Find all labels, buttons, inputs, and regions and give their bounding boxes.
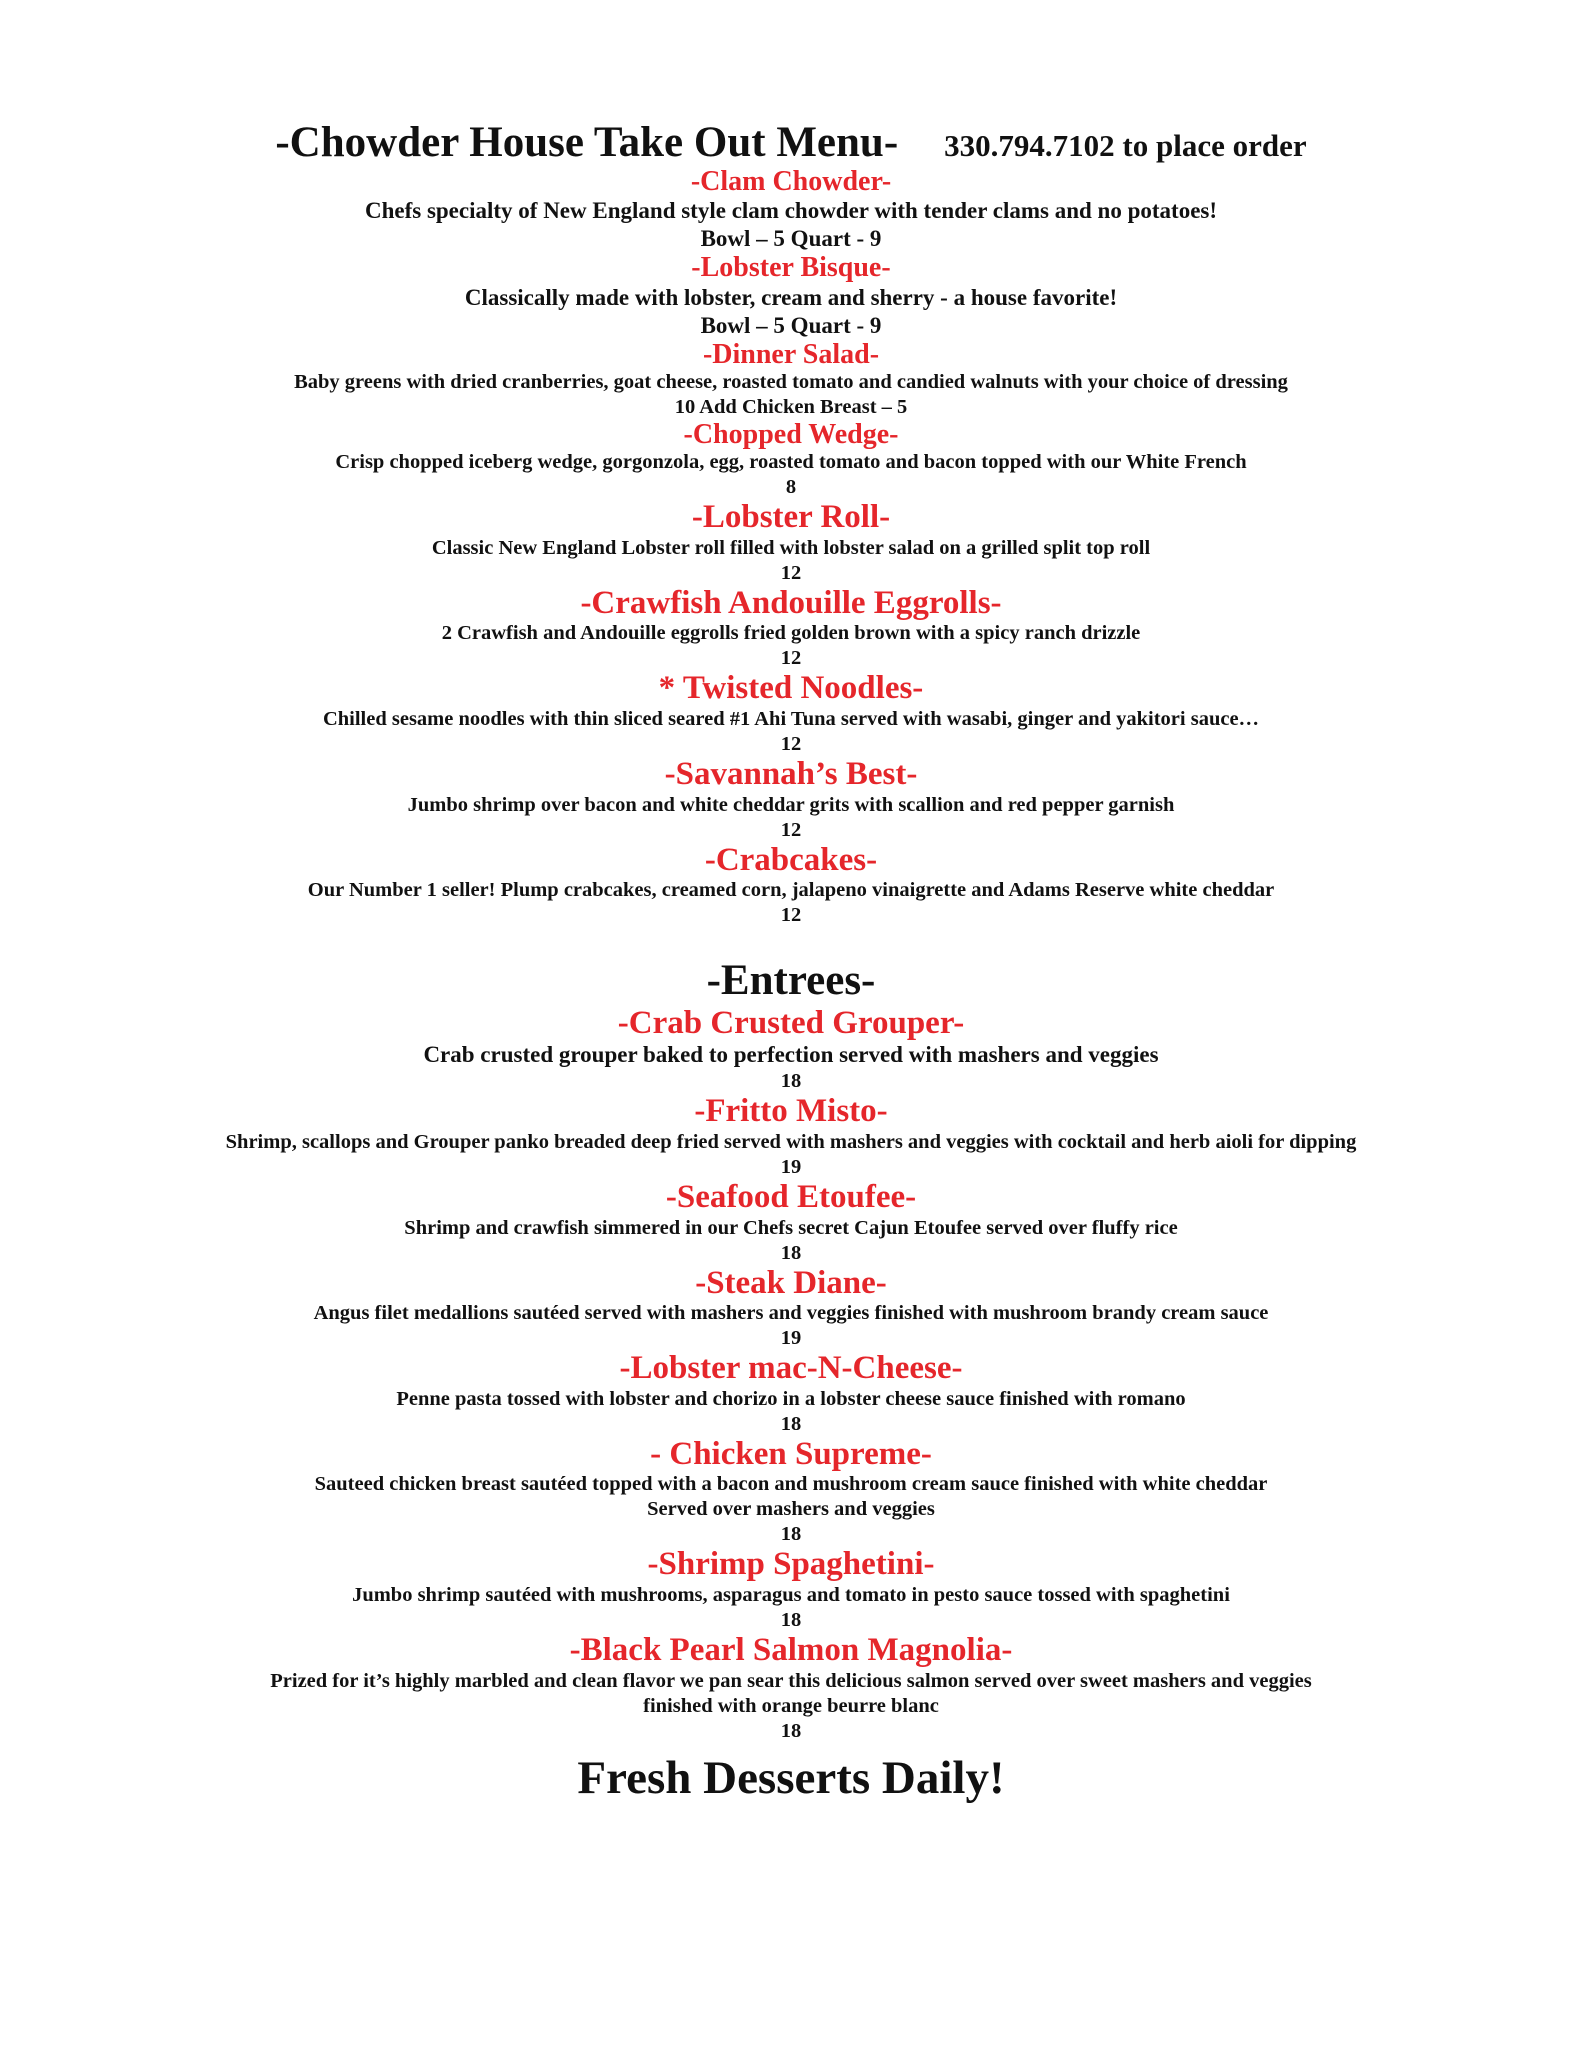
- item-description: Shrimp and crawfish simmered in our Chefs secret Cajun Etoufee served over fluffy rice: [404, 1216, 1178, 1239]
- entrees-heading: -Entrees-: [706, 957, 876, 1005]
- phone-number: 330.794.7102 to place order: [944, 128, 1307, 163]
- item-name: -Chopped Wedge-: [683, 418, 899, 450]
- item-name: - Chicken Supreme-: [650, 1435, 932, 1472]
- item-name: -Lobster Roll-: [691, 499, 891, 536]
- item-price: 19: [780, 1327, 802, 1350]
- item-description: Angus filet medallions sautéed served with mashers and veggies finished with mushroom brandy cream sauce: [313, 1302, 1269, 1325]
- item-description: Served over mashers and veggies: [647, 1498, 935, 1521]
- menu-item-savannahs-best: [0, 757, 1582, 843]
- menu-item-lobster-roll: [0, 500, 1582, 586]
- menu-title: -Chowder House Take Out Menu-: [275, 119, 899, 166]
- menu-item-steak-diane: [0, 1266, 1582, 1352]
- item-price: 12: [780, 561, 802, 584]
- item-price: 12: [780, 818, 802, 841]
- menu-item-chopped-wedge: [0, 420, 1582, 500]
- menu-item-black-pearl-salmon: [0, 1633, 1582, 1744]
- item-price: 12: [780, 647, 802, 670]
- item-price: 18: [780, 1241, 802, 1264]
- item-price: 12: [780, 904, 802, 927]
- item-name: -Crab Crusted Grouper-: [617, 1004, 965, 1041]
- item-price: Bowl – 5 Quart - 9: [700, 312, 882, 338]
- menu-item-dinner-salad: [0, 340, 1582, 420]
- menu-item-chicken-supreme: [0, 1437, 1582, 1548]
- item-price: 12: [780, 733, 802, 755]
- item-description: Crisp chopped iceberg wedge, gorgonzola, egg, roasted tomato and bacon topped with our White French: [335, 451, 1247, 474]
- item-name: -Crabcakes-: [704, 841, 878, 878]
- item-description: Prized for it’s highly marbled and clean flavor we pan sear this delicious salmon served over sweet mashers and veggies: [270, 1669, 1312, 1692]
- item-price: 19: [780, 1155, 802, 1178]
- menu-item-crab-crusted-grouper: [0, 1006, 1582, 1095]
- menu-item-twisted-noodles: [0, 671, 1582, 757]
- item-description: finished with orange beurre blanc: [643, 1694, 939, 1717]
- item-price: 18: [780, 1523, 802, 1546]
- menu-header: [0, 118, 1582, 167]
- item-name: -Dinner Salad-: [702, 338, 880, 370]
- item-name: -Lobster mac-N-Cheese-: [619, 1350, 963, 1387]
- item-description: Classically made with lobster, cream and sherry - a house favorite!: [464, 284, 1118, 310]
- item-name: -Clam Chowder-: [690, 166, 892, 197]
- item-price: 18: [780, 1609, 802, 1632]
- item-name: -Steak Diane-: [695, 1264, 887, 1301]
- item-name: -Black Pearl Salmon Magnolia-: [569, 1632, 1013, 1669]
- item-description: Penne pasta tossed with lobster and chorizo in a lobster cheese sauce finished with romano: [396, 1387, 1186, 1410]
- item-description: Jumbo shrimp sautéed with mushrooms, asparagus and tomato in pesto sauce tossed with spaghetini: [352, 1584, 1230, 1607]
- menu-item-fritto-misto: [0, 1094, 1582, 1180]
- item-price: 18: [780, 1070, 802, 1093]
- menu-item-seafood-etoufee: [0, 1180, 1582, 1266]
- item-name: -Fritto Misto-: [694, 1093, 888, 1130]
- menu-item-shrimp-spaghetini: [0, 1547, 1582, 1633]
- item-name: -Seafood Etoufee-: [665, 1178, 917, 1215]
- item-name: * Twisted Noodles-: [658, 670, 924, 707]
- menu-item-clam-chowder: [0, 167, 1582, 253]
- menu-item-lobster-mac-n-cheese: [0, 1351, 1582, 1437]
- item-description: Chilled sesame noodles with thin sliced seared #1 Ahi Tuna served with wasabi, ginger and yakitori sauce…: [322, 708, 1260, 730]
- item-description: Baby greens with dried cranberries, goat cheese, roasted tomato and candied walnuts with your choice of dressing: [294, 370, 1288, 393]
- item-price: 18: [780, 1412, 802, 1435]
- item-name: -Savannah’s Best-: [664, 756, 918, 792]
- item-description: Shrimp, scallops and Grouper panko breaded deep fried served with mashers and veggies with cocktail and herb aioli for dipping: [225, 1130, 1357, 1153]
- item-name: -Lobster Bisque-: [691, 252, 891, 284]
- item-description: Chefs specialty of New England style clam chowder with tender clams and no potatoes!: [364, 198, 1218, 224]
- menu-item-crabcakes: [0, 843, 1582, 929]
- menu-item-crawfish-eggrolls: [0, 586, 1582, 672]
- item-description: 2 Crawfish and Andouille eggrolls fried golden brown with a spicy ranch drizzle: [441, 622, 1141, 645]
- item-name: -Shrimp Spaghetini-: [647, 1546, 935, 1583]
- item-price: 18: [780, 1719, 802, 1742]
- item-description: Crab crusted grouper baked to perfection served with mashers and veggies: [423, 1042, 1159, 1068]
- footer-desserts: Fresh Desserts Daily!: [577, 1751, 1005, 1804]
- menu-item-lobster-bisque: [0, 253, 1582, 339]
- item-price: Bowl – 5 Quart - 9: [700, 226, 882, 252]
- item-description: Our Number 1 seller! Plump crabcakes, creamed corn, jalapeno vinaigrette and Adams Reserve white cheddar: [307, 879, 1275, 902]
- item-description: Sauteed chicken breast sautéed topped with a bacon and mushroom cream sauce finished with white cheddar: [314, 1473, 1268, 1496]
- item-price: 8: [785, 476, 797, 499]
- item-description: Classic New England Lobster roll filled with lobster salad on a grilled split top roll: [431, 536, 1151, 559]
- item-description: Jumbo shrimp over bacon and white cheddar grits with scallion and red pepper garnish: [407, 793, 1175, 816]
- item-name: -Crawfish Andouille Eggrolls-: [580, 584, 1002, 621]
- item-price: 10 Add Chicken Breast – 5: [674, 395, 908, 418]
